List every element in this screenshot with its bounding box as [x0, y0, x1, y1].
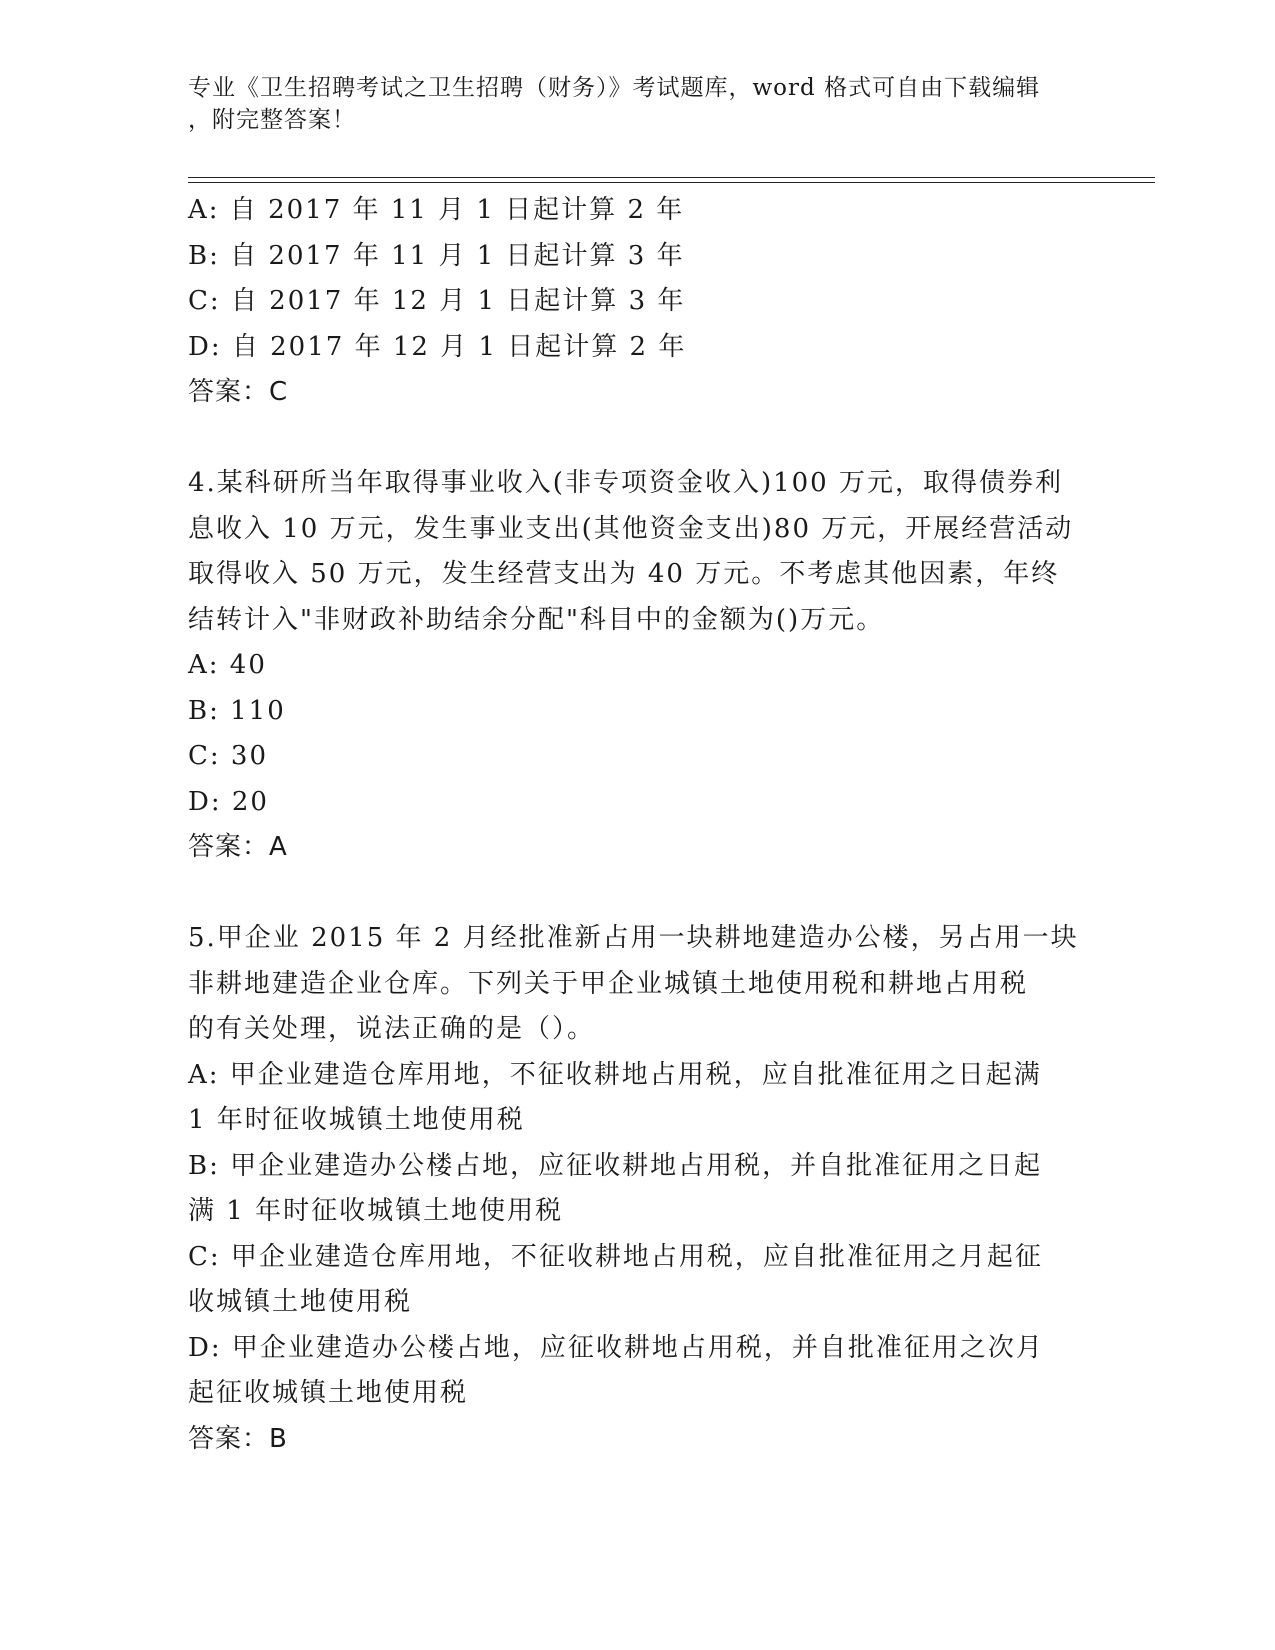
option-d: D: 20 [188, 786, 269, 817]
option-a-continued: 1 年时征收城镇土地使用税 [188, 1105, 525, 1135]
option-b: B: 自 2017 年 11 月 1 日起计算 3 年 [188, 240, 685, 271]
answer: 答案：A [188, 832, 288, 862]
option-c: C: 甲企业建造仓库用地，不征收耕地占用税，应自批准征用之月起征 [188, 1241, 1043, 1272]
question-text-line: 的有关处理，说法正确的是（）。 [188, 1014, 596, 1044]
header-rule-top [188, 177, 1155, 178]
question-5 [188, 916, 1088, 1462]
option-d: D: 甲企业建造办公楼占地，应征收耕地占用税，并自批准征用之次月 [188, 1332, 1044, 1363]
option-d: D: 自 2017 年 12 月 1 日起计算 2 年 [188, 331, 687, 362]
answer: 答案：B [188, 1423, 288, 1454]
spacer [188, 871, 1088, 917]
question-4 [188, 461, 1088, 871]
option-d-continued: 起征收城镇土地使用税 [188, 1378, 469, 1408]
question-list [188, 188, 1088, 1462]
option-b: B: 110 [188, 695, 286, 726]
option-a: A: 自 2017 年 11 月 1 日起计算 2 年 [188, 195, 685, 225]
option-b-continued: 满 1 年时征收城镇土地使用税 [188, 1196, 564, 1226]
option-c-continued: 收城镇土地使用税 [188, 1287, 413, 1317]
question-text-line: 4.某科研所当年取得事业收入(非专项资金收入)100 万元，取得债券利 [188, 468, 1063, 498]
header-line-1: 专业《卫生招聘考试之卫生招聘（财务）》考试题库，word 格式可自由下载编辑 [188, 75, 1041, 101]
option-c: C: 自 2017 年 12 月 1 日起计算 3 年 [188, 286, 686, 316]
header-line-2: ，附完整答案！ [188, 107, 356, 133]
question-3 [188, 188, 1088, 416]
option-a: A: 40 [188, 650, 267, 680]
question-text-line: 息收入 10 万元，发生事业支出(其他资金支出)80 万元，开展经营活动 [188, 513, 1074, 544]
question-text-line: 非耕地建造企业仓库。下列关于甲企业城镇土地使用税和耕地占用税 [188, 968, 1029, 999]
answer: 答案：C [188, 377, 289, 407]
option-b: B: 甲企业建造办公楼占地，应征收耕地占用税，并自批准征用之日起 [188, 1150, 1043, 1181]
question-text-line: 结转计入"非财政补助结余分配"科目中的金额为()万元。 [188, 604, 885, 635]
header-rule-bottom [188, 182, 1155, 183]
option-c: C: 30 [188, 741, 269, 771]
spacer [188, 416, 1088, 462]
question-text-line: 取得收入 50 万元，发生经营支出为 40 万元。不考虑其他因素，年终 [188, 559, 1060, 589]
document-header [188, 72, 1088, 136]
option-a: A: 甲企业建造仓库用地，不征收耕地占用税，应自批准征用之日起满 [188, 1059, 1042, 1090]
question-text-line: 5.甲企业 2015 年 2 月经批准新占用一块耕地建造办公楼，另占用一块 [188, 923, 1079, 953]
